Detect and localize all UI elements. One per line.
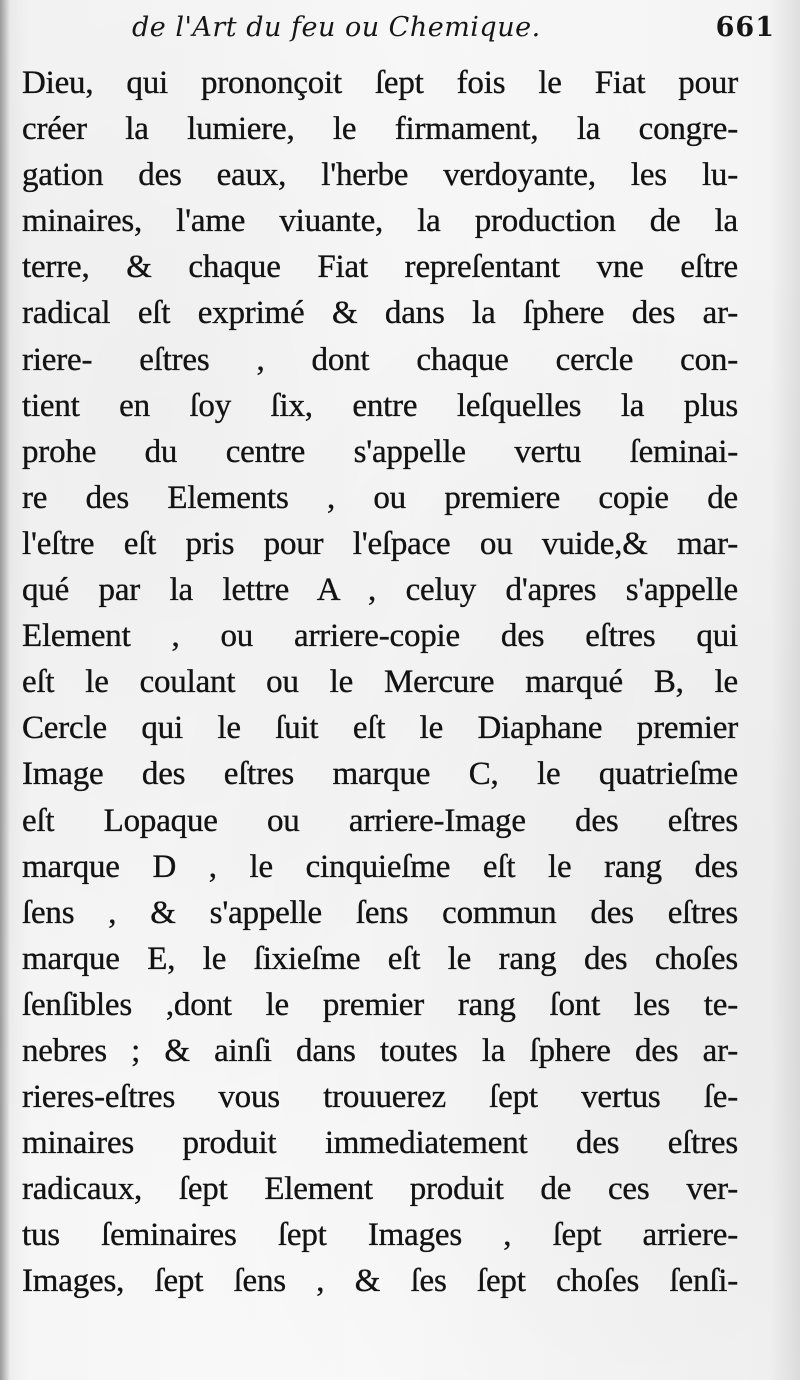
text-line: eſt le coulant ou le Mercure marqué B, le xyxy=(22,664,738,701)
text-line: prohe du centre s'appelle vertu ſeminai- xyxy=(22,433,738,470)
text-line: tus ſeminaires ſept Images , ſept arriere- xyxy=(22,1217,738,1254)
page-gutter-shadow xyxy=(0,0,10,1380)
text-line: radicaux, ſept Element produit de ces ver- xyxy=(22,1171,738,1208)
page-number: 661 xyxy=(715,12,775,43)
text-line: Image des eſtres marque C, le quatrieſme xyxy=(22,756,738,793)
text-line: riere- eſtres , dont chaque cercle con- xyxy=(22,341,738,378)
text-line: eſt Lopaque ou arriere-Image des eſtres xyxy=(22,802,738,839)
text-line: tient en ſoy ſix, entre leſquelles la plus xyxy=(22,387,738,424)
text-line: re des Elements , ou premiere copie de xyxy=(22,479,738,516)
text-line: radical eſt exprimé & dans la ſphere des ar- xyxy=(22,295,738,332)
text-line: Images, ſept ſens , & ſes ſept choſes ſenſi- xyxy=(22,1263,738,1300)
text-line: marque D , le cinquieſme eſt le rang des xyxy=(22,848,738,885)
text-line: nebres ; & ainſi dans toutes la ſphere des ar- xyxy=(22,1032,738,1069)
running-head xyxy=(40,8,780,48)
text-line: ſens , & s'appelle ſens commun des eſtres xyxy=(22,894,738,931)
text-line: créer la lumiere, le firmament, la congre- xyxy=(22,111,738,148)
text-line: gation des eaux, l'herbe verdoyante, les lu- xyxy=(22,157,738,194)
text-line: l'eſtre eſt pris pour l'eſpace ou vuide,& mar- xyxy=(22,525,738,562)
text-line: Cercle qui le ſuit eſt le Diaphane premier xyxy=(22,710,738,747)
show-through-bleed xyxy=(60,1335,740,1375)
text-line: minaires produit immediatement des eſtres xyxy=(22,1125,738,1162)
text-line: Dieu, qui prononçoit ſept fois le Fiat pour xyxy=(22,65,738,101)
body-text xyxy=(22,60,738,1305)
text-line: marque E, le ſixieſme eſt le rang des choſes xyxy=(22,940,738,977)
running-head-title: de l'Art du feu ou Chemique. xyxy=(132,12,541,43)
text-line: terre, & chaque Fiat repreſentant vne eſtre xyxy=(22,249,738,286)
text-line: ſenſibles ,dont le premier rang ſont les te- xyxy=(22,986,738,1023)
text-line: rieres-eſtres vous trouuerez ſept vertus ſe- xyxy=(22,1079,738,1116)
text-line: Element , ou arriere-copie des eſtres qui xyxy=(22,618,738,655)
text-line: minaires, l'ame viuante, la production de la xyxy=(22,203,738,240)
text-line: qué par la lettre A , celuy d'apres s'appelle xyxy=(22,572,738,609)
